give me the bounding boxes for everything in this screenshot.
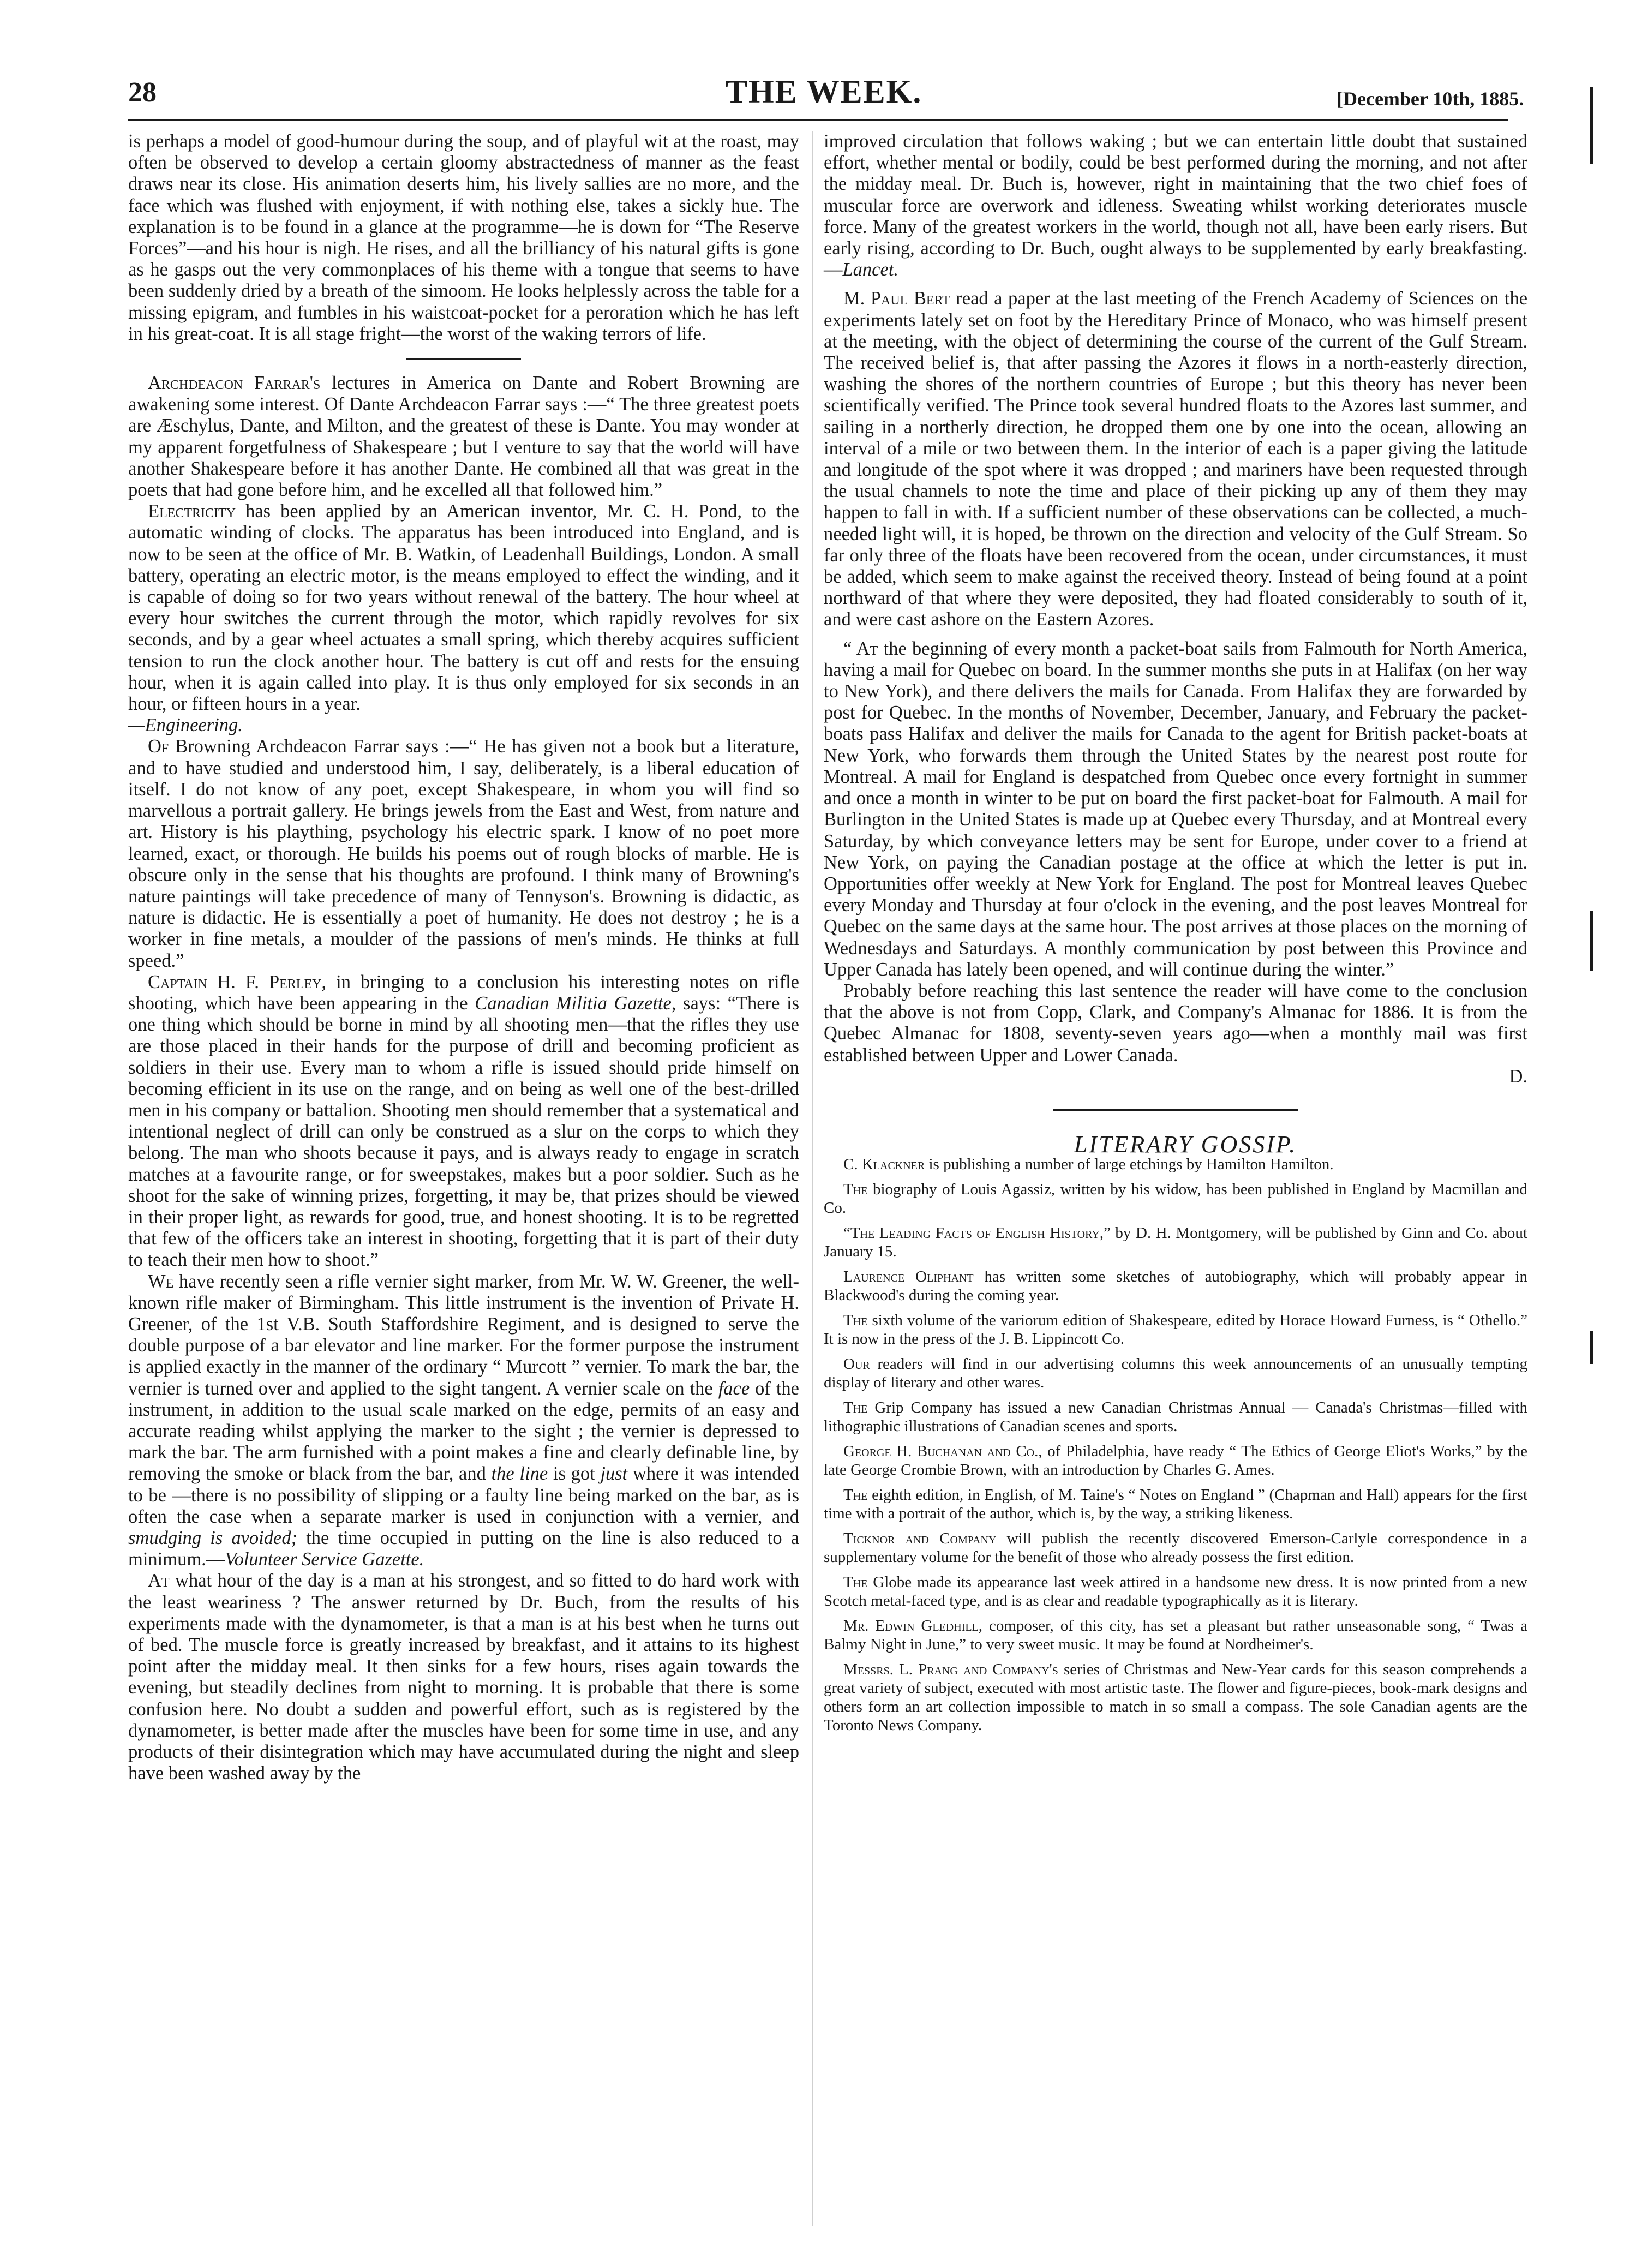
gossip-text: series of Christmas and New-Year cards for this season comprehends a great variety of subject, executed with most artistic taste. The flower and figure-pieces, book-mark designs and others form an art collection impossible to match in so small a compass. The sole Canadian agents are the Toronto News Company.: [824, 1661, 1527, 1734]
section-divider: [1053, 1109, 1298, 1111]
article-text: have recently seen a rifle vernier sight marker, from Mr. W. W. Greener, the well-known rifle maker of Birmingham. This little instrument is the invention of Private H. Greener, of the 1st V.B. South Staffordshire Regiment, and is designed to serve the double purpose of a bar elevator and line marker. For the former purpose the instrument is applied exactly in the manner of the ordinary “ Murcott ” vernier. To mark the bar, the vernier is turned over and applied to the sight tangent. A vernier scale on the: [128, 1271, 799, 1399]
emphasis: just: [600, 1463, 628, 1485]
gossip-text: by D. H. Montgomery, will be published by Ginn and Co. about January 15.: [824, 1224, 1527, 1261]
gossip-lead: Mr. Edwin Gledhill,: [843, 1617, 983, 1635]
right-edge-mark: [1590, 911, 1593, 971]
article-lead: M. Paul Bert: [843, 288, 950, 309]
article-text: of the instrument, in addition to the usual scale marked on the edge, permits of an easy and accurate reading whilst applying the marker to the sight ; the vernier is depressed to mark the bar. The arm furnished with a point makes a fine and clearly definable line, by removing the smoke or black from the bar, and: [128, 1378, 799, 1485]
article-packet-mail: [824, 638, 1527, 980]
gossip-lead: George H. Buchanan and Co.,: [843, 1443, 1042, 1461]
source-volunteer-gazette: Volunteer Service Gazette.: [225, 1549, 424, 1570]
article-perley: [128, 972, 799, 1271]
article-text: what hour of the day is a man at his strongest, and so fitted to do hard work with the least weariness ? The answer returned by Dr. Buch, from the results of his experiments made with the dynamometer, is that a man is at his best when he turns out of bed. The muscle force is greatly increased by breakfast, and it attains to its highest point after the midday meal. It then sinks for a few hours, rises again towards the evening, but steadily declines from night to morning. It is probable that there is some confusion here. No doubt a sudden and powerful effort, such as is registered by the dynamometer, is better made after the muscles have been for some time in use, and any products of their disintegration which may have accumulated during the night and sleep have been washed away by the: [128, 1570, 799, 1784]
article-farrar-dante: [128, 373, 799, 501]
literary-gossip-list: [824, 1155, 1527, 1734]
article-text: has been applied by an American inventor, Mr. C. H. Pond, to the automatic winding of clocks. The apparatus has been introduced into England, and is now to be seen at the office of Mr. B. Watkin, of Leadenhall Buildings, London. A small battery, operating an electric motor, is the means employed to effect the winding, and it is capable of doing so for two years without renewal of the battery. The hour wheel at every hour switches the current through the motor, which rapidly revolves for six seconds, and by a gear wheel actuates a small spring, which thereby acquires sufficient tension to run the clock another hour. The battery is cut off and rests for the ensuing hour, when it is again called into play. It is thus only employed for six seconds in an hour, or fifteen hours in a year.: [128, 501, 799, 715]
gossip-lead: “The Leading Facts of English History,”: [843, 1224, 1111, 1242]
gossip-text: is publishing a number of large etchings by Hamilton Hamilton.: [925, 1156, 1334, 1174]
gossip-item: [824, 1224, 1527, 1261]
gossip-lead: The: [843, 1486, 868, 1504]
literary-gossip-heading: LITERARY GOSSIP.: [1074, 1130, 1297, 1158]
gossip-item: [824, 1311, 1527, 1348]
article-text: in bringing to a conclusion his interesting notes on rifle shooting, which have been appearing in the: [128, 971, 799, 1014]
gossip-item: [824, 1267, 1527, 1304]
gossip-text: composer, of this city, has set a pleasant but rather unseasonable song, “ Twas a Balmy Night in June,” to very sweet music. It may be found at Nordheimer's.: [824, 1617, 1527, 1654]
gossip-lead: C. Klackner: [843, 1156, 925, 1174]
masthead-title: THE WEEK.: [726, 74, 922, 110]
gossip-text: Globe made its appearance last week attired in a handsome new dress. It is now printed from a new Scotch metal-faced type, and is as clear and readable typographically as it is literary.: [824, 1573, 1527, 1610]
article-lead: Of: [148, 736, 169, 757]
gossip-lead: The: [843, 1181, 868, 1199]
article-text: the beginning of every month a packet-boat sails from Falmouth for North America, having a mail for Quebec on board. In the summer months she puts in at Halifax (on her way to New York), and there delivers the mails for Canada. From Halifax they are forwarded by post for Quebec. In the months of November, December, January, and February the packet-boats pass Halifax and deliver the mails for Canada to the agent for British packet-boats at New York, who forwards them through the United States by the nearest post route for Montreal. A mail for England is despatched from Quebec once every fortnight in summer and once a month in winter to be put on board the first packet-boat for Falmouth. A mail for Burlington in the United States is made up at Quebec every Thursday, and at Montreal every Saturday, by which conveyance letters may be sent for Europe, under cover to a friend at New York, on paying the Canadian postage at the office at which the letter is put in. Opportunities offer weekly at New York for England. The post for Montreal leaves Quebec every Monday and Thursday at four o'clock in the evening, and the post leaves Montreal for Quebec on the same days at the same hour. The post arrives at those places on the morning of Wednesdays and Saturdays. A monthly communication by post between this Province and Upper Canada has lately been opened, and will continue during the winter.”: [824, 638, 1528, 980]
gossip-item: [824, 1155, 1527, 1174]
gossip-item: [824, 1180, 1527, 1217]
article-text: Browning Archdeacon Farrar says :—“ He has given not a book but a literature, and to have studied and understood him, I say, deliberately, is a liberal education of itself. I do not know of any poet, except Shakespeare, in whom you will find so marvellous a portrait gallery. He brings jewels from the East and West, from nature and art. History is his plaything, psychology his electric spark. I know of no poet more learned, exact, or thorough. He builds his poems out of rough blocks of marble. He is obscure only in the sense that his thoughts are profound. I think many of Browning's nature paintings will take precedence of many of Tennyson's. Browning is didactic, as nature is didactic. He is essentially a poet of humanity. He does not destroy ; he is a worker in fine metals, a moulder of the passions of men's minds. He thinks at full speed.”: [128, 736, 799, 971]
gossip-lead: Our: [843, 1355, 870, 1373]
gossip-item: [824, 1486, 1527, 1523]
page-number: 28: [128, 77, 157, 108]
gossip-lead: The: [843, 1573, 868, 1591]
gossip-lead: Laurence Oliphant: [843, 1268, 974, 1286]
article-source: [128, 715, 799, 736]
article-paul-bert: [824, 288, 1527, 630]
gossip-text: readers will find in our advertising columns this week announcements of an unusually tempting display of literary and other wares.: [824, 1355, 1527, 1392]
article-text: says: “There is one thing which should be borne in mind by all shooting men—that the rifles they use are those placed in their hands for the purpose of drill and becoming proficient as soldiers in their use. Every man to whom a rifle is issued should pride himself on becoming efficient in its use on the range, and on being as well one of the best-drilled men in his company or battalion. Shooting men should remember that a systematical and intentional neglect of drill can only be construed as a slur on the corps to which they belong. The man who shoots because it pays, and is always ready to engage in scratch matches at a favourite range, or for sweepstakes, makes but a poor soldier. Such as he shoot for the sake of winning prizes, forgetting, it may be, that prizes should be viewed in their proper light, as rewards for good, true, and honest shooting. It is to be regretted that few of the officers take an interest in shooting, forgetting that it is part of their duty to teach their men how to shoot.”: [128, 992, 799, 1271]
article-text: the time occupied in putting on the line is also reduced to a minimum.—: [128, 1528, 800, 1570]
emphasis: smudging is avoided;: [128, 1528, 298, 1548]
issue-date: [December 10th, 1885.: [1337, 88, 1524, 110]
gossip-text: biography of Louis Agassiz, written by his widow, has been published in England by Macmillan and Co.: [824, 1181, 1527, 1217]
article-farrar-browning: [128, 736, 799, 971]
source-lancet: Lancet.: [842, 259, 899, 280]
left-column: [128, 131, 799, 1784]
emphasis: face: [718, 1378, 750, 1399]
right-column: [824, 131, 1527, 1741]
emphasis: the line: [491, 1463, 548, 1485]
article-stage-fright: is perhaps a model of good-humour during the soup, and of playful wit at the roast, may often be observed to develop a certain gloomy abstractedness of manner as the feast draws near its close. His animation deserts him, his lively sallies are no more, and the face which was flushed with enjoyment, if with nothing else, takes a sickly hue. The explanation is to be found in a glance at the programme—he is down for “The Reserve Forces”—and his hour is nigh. He rises, and all the brilliancy of his natural gifts is gone as he gasps out the very commonplaces of his theme with a tongue that seems to have been suddenly dried by a breath of the simoom. He looks helplessly across the table for a missing epigram, and fumbles in his waistcoat-pocket for a peroration which he has left in his great-coat. It is all stage fright—the worst of the waking terrors of life.: [128, 131, 799, 344]
article-almanac: Probably before reaching this last sentence the reader will have come to the conclusion that the above is not from Copp, Clark, and Company's Almanac for 1886. It is from the Quebec Almanac for 1808, seventy-seven years ago—when a monthly mail was first established between Upper and Lower Canada.: [824, 980, 1527, 1066]
article-lead: Archdeacon Farrar's: [148, 373, 321, 394]
right-edge-mark: [1590, 1331, 1593, 1364]
article-vernier: [128, 1271, 799, 1571]
section-divider: [406, 358, 521, 360]
article-text: where it was intended to be —there is no possibility of slipping or a faulty line being marked on the bar, as is often the case when a separate marker is used in conjunction with a vernier, and: [128, 1463, 799, 1527]
gossip-item: [824, 1617, 1527, 1654]
gossip-text: sixth volume of the variorum edition of Shakespeare, edited by Horace Howard Furness, is “ Othello.” It is now in the press of the J. B. Lippincott Co.: [824, 1312, 1527, 1348]
gossip-item: [824, 1398, 1527, 1435]
gossip-item: [824, 1573, 1527, 1610]
article-electricity: [128, 501, 799, 715]
gossip-text: has written some sketches of autobiography, which will probably appear in Blackwood's during the coming year.: [824, 1268, 1527, 1304]
header-rule: [128, 119, 1508, 121]
article-lead: Captain H. F. Perley,: [148, 971, 327, 992]
gossip-item: [824, 1529, 1527, 1566]
article-text: is got: [548, 1463, 601, 1485]
gossip-lead: Ticknor and Company: [843, 1530, 997, 1548]
article-lead: “ At: [843, 638, 878, 659]
article-strongest-hour-cont: [824, 131, 1527, 280]
gossip-text: Grip Company has issued a new Canadian Christmas Annual — Canada's Christmas—filled with lithographic illustrations of Canadian scenes and sports.: [824, 1399, 1527, 1435]
gossip-lead: The: [843, 1312, 868, 1330]
article-lead: Electricity: [148, 501, 236, 522]
article-text: read a paper at the last meeting of the French Academy of Sciences on the experiments lately set on foot by the Hereditary Prince of Monaco, who was himself present at the meeting, with the object of determining the course of the current of the Gulf Stream. The received belief is, that after passing the Azores it flows in a north-easterly direction, washing the shores of the northern countries of Europe ; but this theory has never been scientifically verified. The Prince took several hundred floats to the Azores last summer, and sailing in a northerly direction, he dropped them one by one into the ocean, allowing an interval of a mile or two between them. In the interior of each is a paper giving the latitude and longitude of the spot where it was dropped ; and mariners have been requested through the usual channels to note the time and place of their picking up any of them they may happen to fall in with. If a sufficient number of these observations can be collected, a much-needed light will, it is hoped, be thrown on the direction and velocity of the Gulf Stream. So far only three of the floats have been recovered from the ocean, under circumstances, it must be added, which seem to make against the received theory. Instead of being found at a point northward of that where they were deposited, they had floated considerably to south of it, and were cast ashore on the Eastern Azores.: [824, 288, 1528, 630]
article-text: lectures in America on Dante and Robert Browning are awakening some interest. Of Dante Archdeacon Farrar says :—“ The three greatest poets are Æschylus, Dante, and Milton, and the greatest of these is Dante. You may wonder at my apparent forgetfulness of Shakespeare ; but I venture to say that the world will have another Shakespeare before it has another Dante. He combined all that was great in the poets that had gone before him, and he excelled all that followed him.”: [128, 373, 800, 501]
gossip-text: will publish the recently discovered Emerson-Carlyle correspondence in a supplementary volume for the benefit of those who already possess the first edition.: [824, 1530, 1527, 1566]
author-signature: D.: [1509, 1066, 1527, 1087]
article-lead: We: [148, 1271, 174, 1292]
source-engineering: —Engineering.: [128, 715, 243, 736]
gossip-item: [824, 1442, 1527, 1479]
gossip-item: [824, 1660, 1527, 1734]
gossip-lead: Messrs. L. Prang and Company's: [843, 1661, 1058, 1679]
publication-name: Canadian Militia Gazette,: [475, 992, 676, 1014]
right-edge-mark: [1590, 87, 1593, 164]
gossip-text: eighth edition, in English, of M. Taine's “ Notes on England ” (Chapman and Hall) appears for the first time with a portrait of the author, which is, by the way, a striking likeness.: [824, 1486, 1527, 1523]
gossip-item: [824, 1355, 1527, 1392]
column-gutter: [812, 131, 813, 2226]
gossip-text: of Philadelphia, have ready “ The Ethics of George Eliot's Works,” by the late George Crombie Brown, with an introduction by Charles G. Ames.: [824, 1443, 1527, 1479]
gossip-lead: The: [843, 1399, 868, 1417]
article-lead: At: [148, 1570, 170, 1591]
article-text: improved circulation that follows waking ; but we can entertain little doubt that sustained effort, whether mental or bodily, could be best performed during the morning, and not after the midday meal. Dr. Buch is, however, right in maintaining that the two chief foes of muscular force are overwork and idleness. Sweating whilst working deteriorates muscle force. Many of the greatest workers in the world, though not all, have been early risers. But early rising, according to Dr. Buch, ought always to be supplemented by early breakfasting.—: [824, 131, 1527, 280]
article-strongest-hour: [128, 1570, 799, 1784]
